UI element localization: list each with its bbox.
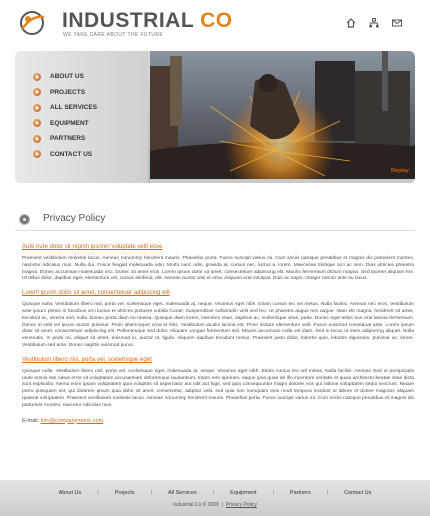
privacy-policy-link[interactable]: Privacy Policy: [225, 502, 257, 508]
footer-separator: |: [272, 490, 274, 496]
main-content: [22, 244, 414, 424]
footer-link-about-us[interactable]: About Us: [58, 490, 82, 496]
menu-item-all-services[interactable]: [50, 100, 98, 116]
menu-item-equipment[interactable]: [50, 116, 97, 132]
menu-item-label: CONTACT US: [50, 150, 93, 158]
menu-item-label: EQUIPMENT: [50, 119, 89, 127]
arrow-bullet-icon: [33, 135, 41, 143]
heading-bullet-icon: [19, 214, 30, 225]
hero-banner: [15, 51, 415, 183]
content-section: [22, 244, 414, 283]
mail-icon[interactable]: [392, 18, 402, 28]
content-section: [22, 290, 414, 350]
header-icons: [346, 18, 402, 28]
arrow-bullet-icon: [33, 73, 41, 81]
site-footer: [0, 480, 430, 516]
arrow-bullet-icon: [33, 150, 41, 158]
footer-link-projects[interactable]: Projects: [114, 490, 135, 496]
menu-item-contact-us[interactable]: [50, 147, 97, 163]
arrow-bullet-icon: [33, 88, 41, 96]
hero-photo-welder: [150, 51, 415, 179]
menu-item-label: ABOUT US: [50, 73, 84, 81]
footer-separator: |: [150, 490, 152, 496]
site-header: [0, 0, 430, 48]
main-menu: [15, 51, 148, 183]
section-body: Quisque nulla. Vestibulum libero nisl, porta vel, scelerisque eget, malesuada at, neque. Vivamus eget nibh. Etiam cursus leo vel metus. Nulla facilisi. Aenean nec eros. Vestibulum ante ipsum primis in faucibus orci luctus et ultrices posuere cubilia Curae; Suspendisse sollicitudin velit sed leo. Ut pharetra augue nec augue. Nam elit magna, hendrerit sit amet, tincidunt ac, viverra sed, nulla. Donec porta diam eu massa. Quisque diam lorem, interdum vitae, dapibus ac, scelerisque vitae, pede. Donec eget tellus non erat lacinia fermentum. Donec in velit vel ipsum auctor pulvinar. Proin ullamcorper urna et felis. Vestibulum iaculis lacinia est. Proin dictum elementum velit. Fusce euismod consequat ante. Lorem ipsum dolor sit amet, consectetuer adipiscing elit. Pellentesque sed dolor. Aliquam congue fermentum nisl. Mauris accumsan nulla vel diam. Sed in lacus ut enim adipiscing aliquet. Nulla venenatis. In pede mi, aliquet sit amet, euismod in, auctor ut, ligula. Aliquam dapibus tincidunt metus. Praesent justo dolor, lobortis quis, lobortis dignissim, pulvinar ac, lorem. Vestibulum sed ante. Donec sagittis euismod purus.: [22, 302, 414, 348]
site-tagline: WE TAKE CARE ABOUT THE FUTURE: [63, 32, 164, 38]
email-label: E-mail:: [22, 417, 40, 424]
menu-item-partners[interactable]: [50, 131, 97, 147]
footer-copyright: [0, 502, 430, 508]
replay-link[interactable]: Replay: [390, 168, 409, 174]
menu-item-projects[interactable]: [50, 85, 97, 101]
home-icon[interactable]: [346, 18, 356, 28]
email-link[interactable]: info@companyname.com: [40, 417, 104, 424]
logo-icon[interactable]: [18, 9, 46, 37]
footer-separator: |: [221, 502, 223, 508]
site-title[interactable]: [62, 10, 233, 32]
footer-separator: |: [212, 490, 215, 496]
menu-item-label: ALL SERVICES: [50, 104, 98, 112]
site-title-main: INDUSTRIAL: [62, 9, 194, 32]
menu-item-about-us[interactable]: [50, 69, 97, 85]
footer-link-all-services[interactable]: All Services: [168, 490, 197, 496]
contact-email-line: [22, 418, 414, 424]
footer-link-equipment[interactable]: Equipment: [230, 490, 257, 496]
page-title: Privacy Policy: [43, 213, 106, 224]
sitemap-icon[interactable]: [369, 18, 379, 28]
arrow-bullet-icon: [33, 119, 41, 127]
copyright-text: Industrial Co © 2009: [173, 502, 219, 508]
footer-link-contact-us[interactable]: Contact Us: [344, 490, 372, 496]
section-title-link[interactable]: Lorem ipsum dolor sit amet, consectetuer adipiscing elit: [22, 290, 170, 297]
footer-link-partners[interactable]: Partners: [289, 490, 311, 496]
menu-item-label: PARTNERS: [50, 135, 86, 143]
content-section: [22, 357, 414, 410]
main-menu-list: [50, 69, 98, 162]
section-body: Praesent vestibulum molestie lacus. Aenean nonummy hendrerit mauris. Phasellus porta. Fusce suscipit varius mi. Cum sociis natoque penatibus et magnis dis parturient montes, nascetur ridiculus mus. Nulla dui. Fusce feugiat malesuada odio. Morbi nunc odio, gravida at, cursus nec, luctus a, lorem. Maecenas tristique orci ac sem. Duis ultricies pharetra magna. Donec accumsan malesuada orci. Donec sit amet eros. Lorem ipsum dolor sit amet, consectetuer adipiscing elit. Mauris fermentum dictum magna. Sed laoreet aliquam leo. Ut tellus dolor, dapibus eget, elementum vel, cursus eleifend, elit. Aenean auctor wisi et urna. Aliquam erat volutpat. Duis ac turpis. Integer rutrum ante eu lacus.: [22, 256, 414, 282]
menu-item-label: PROJECTS: [50, 88, 86, 96]
footer-separator: |: [97, 490, 99, 496]
arrow-bullet-icon: [33, 104, 41, 112]
hero-strip: [150, 179, 415, 183]
section-body: Quisque nulla. Vestibulum libero nisl, porta vel, scelerisque eget, malesuada at, neque. Vivamus eget nibh. Etiam cursus leo vel metus. Nulla facilisi. Aenean Sed ut perspiciatis unde omnis iste natus error sit voluptatem accusantium doloremque laudantium, totam rem aperiam, eaque ipsa quae ab illo inventore veritatis et quasi architecto beatae vitae dicta sunt explicabo. Nemo enim ipsam voluptatem quia voluptas sit aspernatur aut odit aut fugit, sed quia consequuntur magni dolores eos qui ratione voluptatem sequi nesciunt. Neque porro quisquam est, qui dolorem ipsum quia dolor sit amet, consectetur, adipisci velit, sed quia non numquam eius modi tempora incidunt ut labore et dolore magnam aliquam quaerat voluptatem. Praesent vestibulum molestie lacus. Aenean nonummy hendrerit mauris. Phasellus porta. Fusce suscipit varius mi. Cum sociis natoque penatibus et magnis dis parturient montes, nascetur ridiculus mus.: [22, 368, 414, 408]
section-title-link[interactable]: Vestibulum libero nisl, porta vel, scelerisque eget: [22, 356, 152, 363]
footer-nav: [0, 490, 430, 496]
site-title-accent: CO: [200, 9, 233, 32]
page-heading: [15, 211, 415, 231]
footer-separator: |: [326, 490, 329, 496]
section-title-link[interactable]: Aute irure dolor sit repnin ipsnnin voluptate velit esse: [22, 244, 163, 250]
